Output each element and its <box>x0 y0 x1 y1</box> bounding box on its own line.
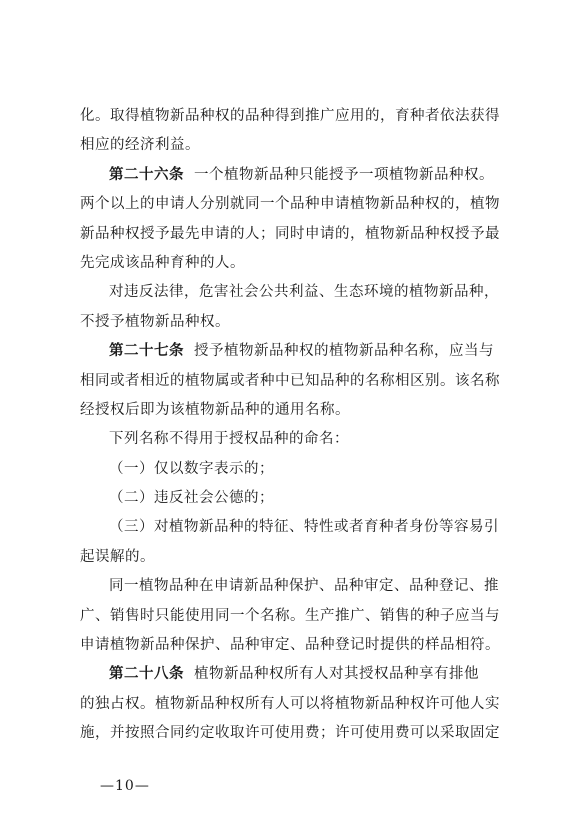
line-text: 化。取得植物新品种权的品种得到推广应用的，育种者依法获得 <box>80 108 500 124</box>
article-number: 第二十八条 <box>109 666 184 683</box>
line-text: 施，并按照合同约定收取许可使用费；许可使用费可以采取固定 <box>80 725 500 742</box>
text-line <box>80 631 510 660</box>
line-text: 一个植物新品种只能授予一项植物新品种权。 <box>194 166 494 183</box>
text-line <box>80 249 510 278</box>
text-line <box>80 396 510 425</box>
line-text: 授予植物新品种权的植物新品种名称，应当与 <box>194 343 494 360</box>
line-text: 不授予植物新品种权。 <box>80 313 230 330</box>
text-line <box>80 660 510 689</box>
line-text: 的独占权。植物新品种权所有人可以将植物新品种权许可他人实 <box>80 695 500 712</box>
document-body <box>80 102 510 749</box>
line-text: 两个以上的申请人分别就同一个品种申请植物新品种权的，植物 <box>80 196 500 213</box>
text-line <box>80 690 510 719</box>
line-text: 经授权后即为该植物新品种的通用名称。 <box>80 401 350 418</box>
line-text: （二）违反社会公德的； <box>109 490 274 507</box>
line-text: 植物新品种权所有人对其授权品种享有排他 <box>194 666 479 683</box>
text-line <box>80 190 510 219</box>
text-line <box>80 719 510 748</box>
text-line <box>80 337 510 366</box>
text-line <box>80 602 510 631</box>
line-text: （一）仅以数字表示的； <box>109 460 274 477</box>
line-text: 相同或者相近的植物属或者种中已知品种的名称相区别。该名称 <box>80 372 500 389</box>
line-text: 对违反法律，危害社会公共利益、生态环境的植物新品种， <box>109 284 499 301</box>
line-text: 起误解的。 <box>80 548 155 565</box>
text-line <box>80 425 510 454</box>
line-text: （三）对植物新品种的特征、特性或者育种者身份等容易引 <box>109 519 499 536</box>
text-line <box>80 278 510 307</box>
article-number: 第二十七条 <box>109 343 184 360</box>
text-line <box>80 484 510 513</box>
page-number: —10— <box>100 778 150 794</box>
text-line <box>80 513 510 542</box>
text-line <box>80 308 510 337</box>
text-line <box>80 161 510 190</box>
text-line <box>80 131 510 160</box>
line-text: 申请植物新品种保护、品种审定、品种登记时提供的样品相符。 <box>80 637 500 654</box>
text-line <box>80 455 510 484</box>
text-line <box>80 367 510 396</box>
text-line <box>80 543 510 572</box>
line-text: 同一植物品种在申请新品种保护、品种审定、品种登记、推 <box>109 578 499 595</box>
text-line <box>80 220 510 249</box>
line-text: 先完成该品种育种的人。 <box>80 254 245 271</box>
article-number: 第二十六条 <box>109 166 184 183</box>
line-text: 下列名称不得用于授权品种的命名： <box>109 431 349 448</box>
line-text: 相应的经济利益。 <box>80 137 200 154</box>
text-line <box>80 572 510 601</box>
line-text: 新品种权授予最先申请的人；同时申请的，植物新品种权授予最 <box>80 225 500 242</box>
line-text: 广、销售时只能使用同一个名称。生产推广、销售的种子应当与 <box>80 607 500 624</box>
text-line <box>80 102 510 131</box>
